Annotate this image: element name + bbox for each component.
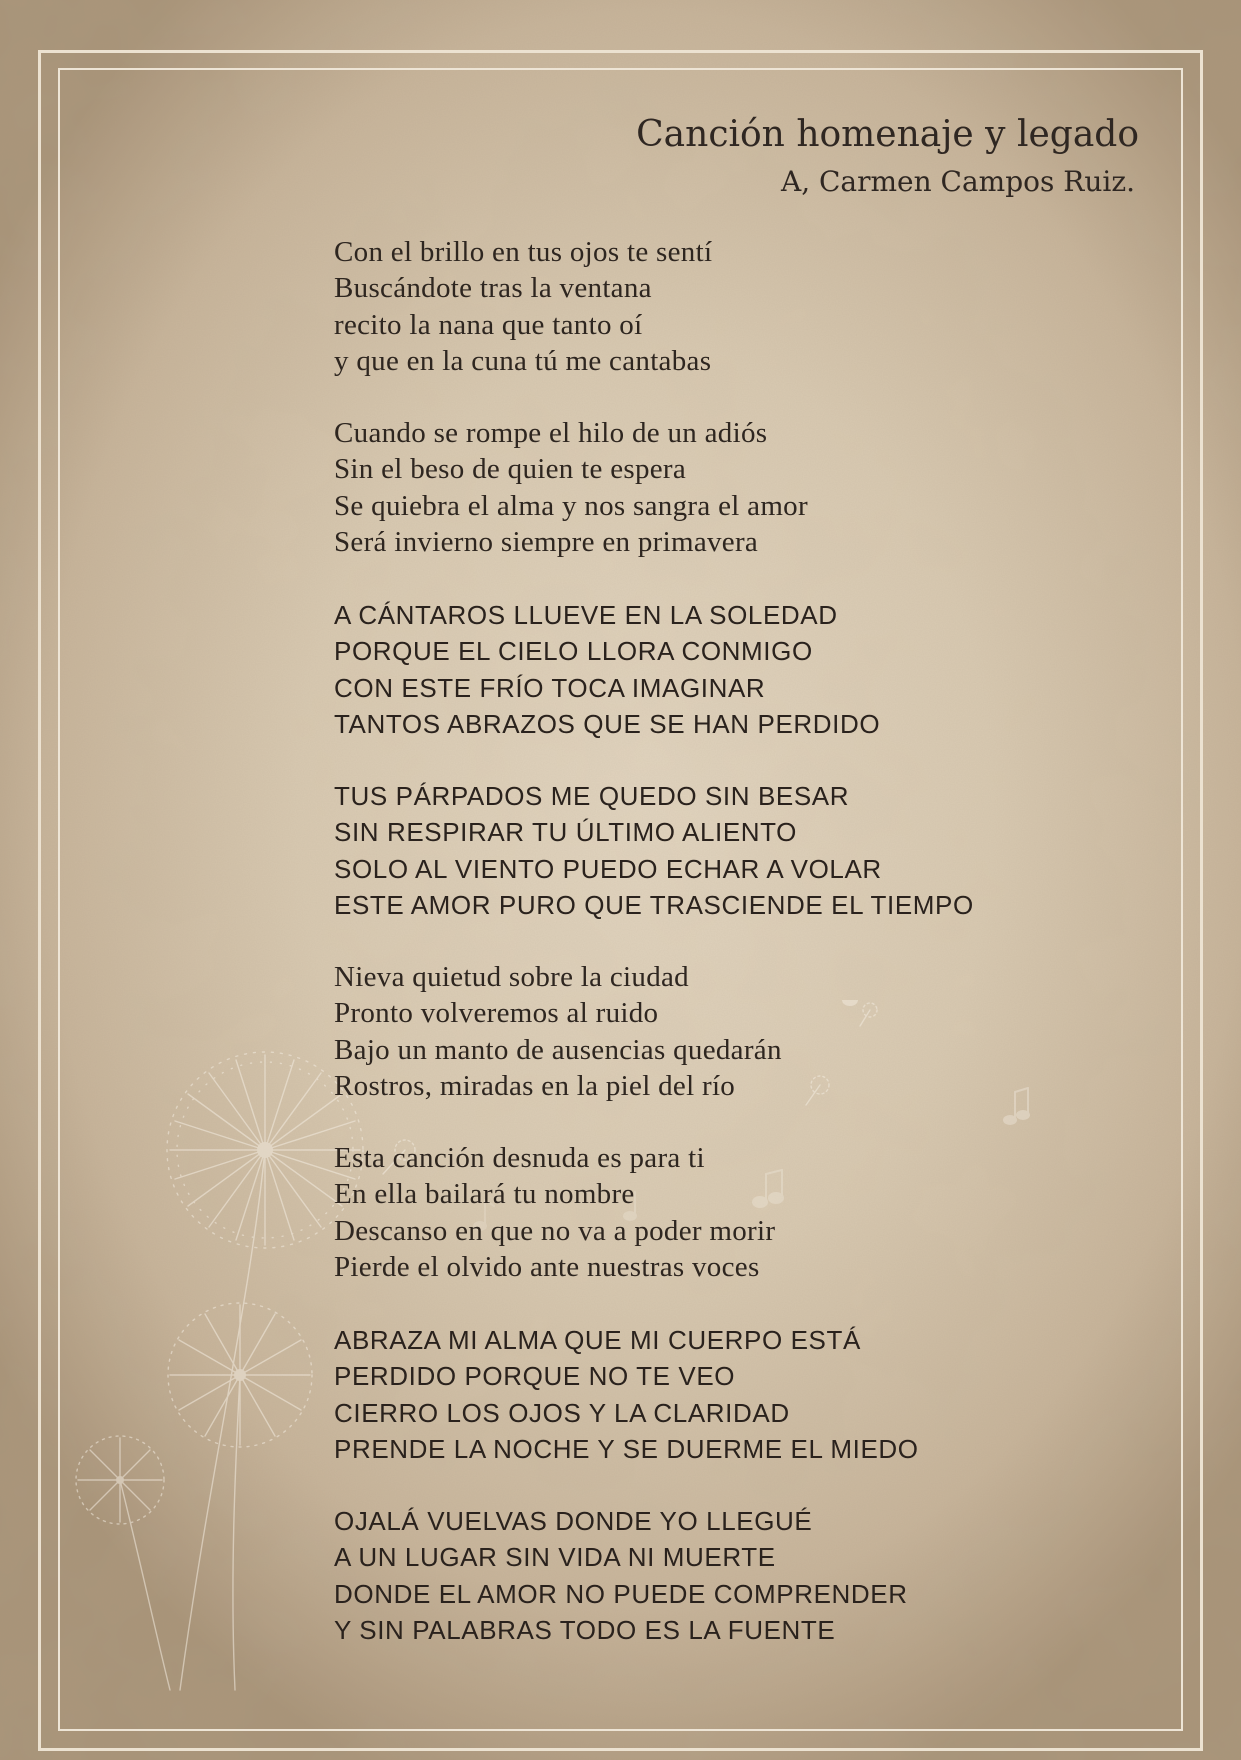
poem-author: A, Carmen Campos Ruiz. — [780, 165, 1135, 198]
verse-line: Será invierno siempre en primavera — [334, 525, 759, 558]
verse-line: ABRAZA MI ALMA QUE MI CUERPO ESTÁ — [334, 1325, 861, 1355]
verse-line: Esta canción desnuda es para ti — [334, 1142, 705, 1174]
stanza — [334, 1140, 1074, 1285]
verse-line: SOLO AL VIENTO PUEDO ECHAR A VOLAR — [334, 853, 882, 884]
stanza — [334, 415, 1074, 560]
verse-line: ESTE AMOR PURO QUE TRASCIENDE EL TIEMPO — [334, 889, 974, 920]
verse-line: DONDE EL AMOR NO PUEDE COMPRENDER — [334, 1578, 908, 1609]
verse-line: TANTOS ABRAZOS QUE SE HAN PERDIDO — [334, 708, 881, 739]
verse-line: TUS PÁRPADOS ME QUEDO SIN BESAR — [334, 781, 850, 811]
verse-line: CON ESTE FRÍO TOCA IMAGINAR — [334, 672, 766, 703]
verse-line: PORQUE EL CIELO LLORA CONMIGO — [334, 636, 813, 667]
verse-line: Cuando se rompe el hilo de un adiós — [334, 417, 768, 449]
verse-line: Rostros, miradas en la piel del río — [334, 1069, 736, 1102]
verse-line: y que en la cuna tú me cantabas — [334, 344, 712, 377]
verse-line: Con el brillo en tus ojos te sentí — [334, 236, 713, 268]
verse-line: PRENDE LA NOCHE Y SE DUERME EL MIEDO — [334, 1433, 919, 1464]
verse-line: Descanso en que no va a poder morir — [334, 1214, 776, 1247]
verse-line: En ella bailará tu nombre — [334, 1178, 635, 1211]
verse-line: A CÁNTAROS LLUEVE EN LA SOLEDAD — [334, 600, 838, 630]
stanza — [334, 234, 1074, 379]
verse-line: Sin el beso de quien te espera — [334, 453, 687, 486]
stanza — [334, 959, 1074, 1104]
verse-line: A UN LUGAR SIN VIDA NI MUERTE — [334, 1542, 776, 1573]
chorus-stanza — [334, 1322, 1074, 1467]
verse-line: PERDIDO PORQUE NO TE VEO — [334, 1361, 736, 1392]
verse-line: SIN RESPIRAR TU ÚLTIMO ALIENTO — [334, 817, 797, 848]
verse-line: OJALÁ VUELVAS DONDE YO LLEGUÉ — [334, 1506, 813, 1536]
verse-line: Nieva quietud sobre la ciudad — [334, 961, 689, 993]
verse-line: Buscándote tras la ventana — [334, 272, 652, 305]
verse-line: recito la nana que tanto oí — [334, 308, 643, 341]
verse-line: Se quiebra el alma y nos sangra el amor — [334, 489, 808, 522]
chorus-stanza — [334, 597, 1074, 742]
poem-title: Canción homenaje y legado — [636, 114, 1139, 155]
verse-line: CIERRO LOS OJOS Y LA CLARIDAD — [334, 1397, 790, 1428]
chorus-stanza — [334, 778, 1074, 923]
chorus-stanza — [334, 1503, 1074, 1648]
verse-line: Bajo un manto de ausencias quedarán — [334, 1033, 782, 1066]
verse-line: Pierde el olvido ante nuestras voces — [334, 1250, 760, 1283]
verse-line: Pronto volveremos al ruido — [334, 997, 659, 1030]
verse-line: Y SIN PALABRAS TODO ES LA FUENTE — [334, 1614, 836, 1645]
